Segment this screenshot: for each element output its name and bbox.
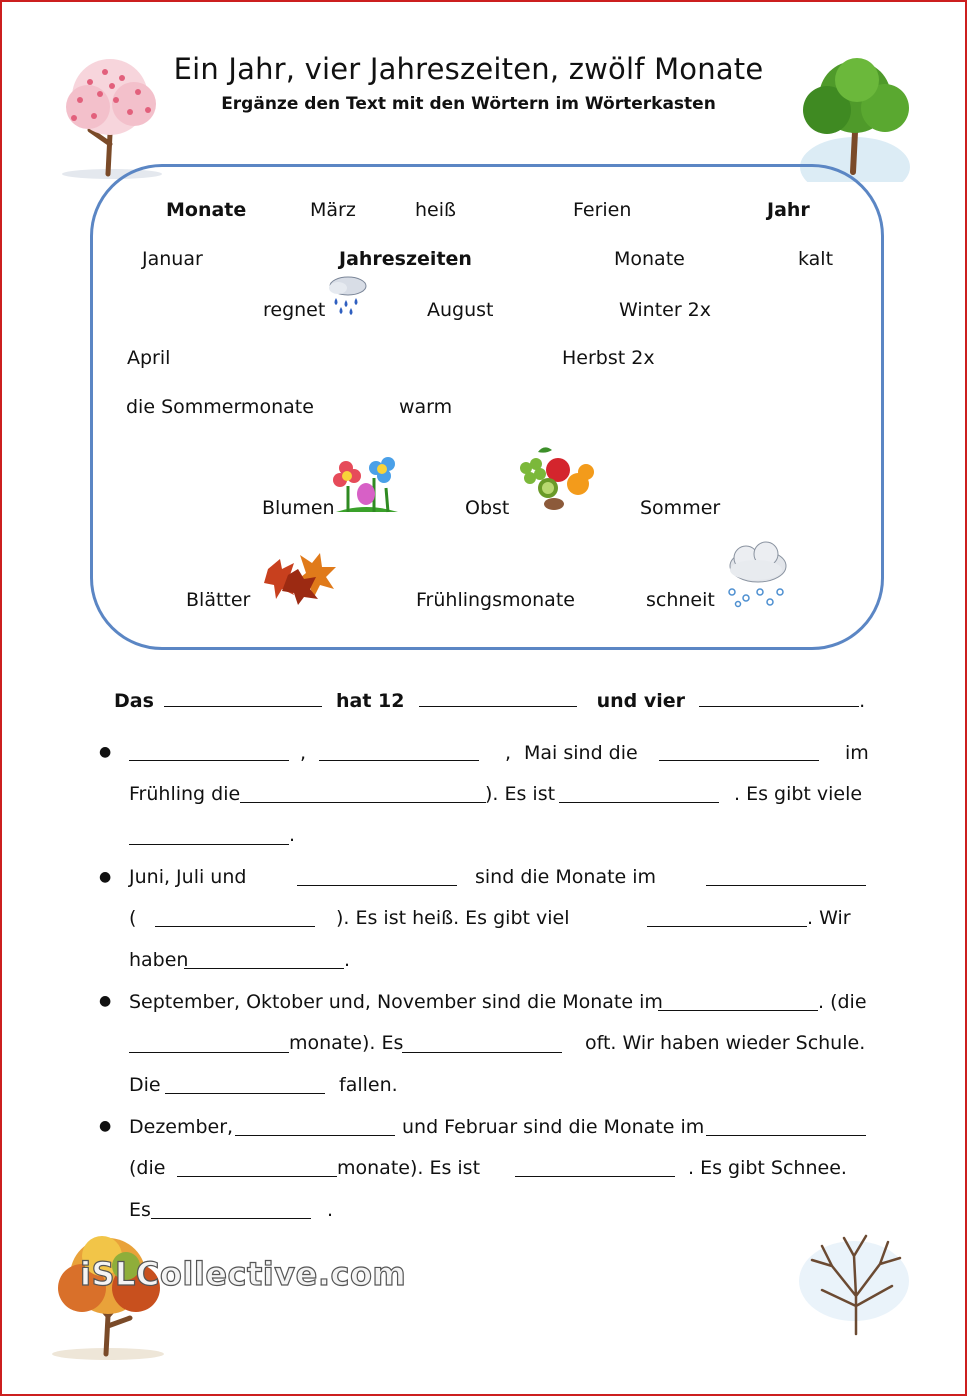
text-die: Die <box>129 1074 161 1096</box>
blank-20[interactable] <box>706 1119 866 1136</box>
worksheet-title: Ein Jahr, vier Jahreszeiten, zwölf Monate <box>173 52 764 86</box>
text-monate-es: monate). Es <box>289 1032 404 1054</box>
autumn-leaves-icon <box>260 547 342 607</box>
winter-tree-icon <box>792 1226 912 1338</box>
period-2: . <box>344 949 351 971</box>
bullet-2: ● <box>99 869 112 885</box>
word-regnet: regnet <box>263 299 326 321</box>
text-es-gibt-schnee: . Es gibt Schnee. <box>688 1157 847 1179</box>
blank-18[interactable] <box>165 1077 325 1094</box>
text-im: im <box>845 742 869 764</box>
text-und-vier: und vier <box>596 690 686 712</box>
bullet-3: ● <box>99 993 112 1009</box>
blank-22[interactable] <box>515 1160 675 1177</box>
blank-6[interactable] <box>659 744 819 761</box>
text-die-paren: . (die <box>818 991 867 1013</box>
word-ferien: Ferien <box>573 199 632 221</box>
word-fruehlingsmonate: Frühlingsmonate <box>416 589 575 611</box>
blank-9[interactable] <box>129 828 289 845</box>
blank-13[interactable] <box>647 910 807 927</box>
period-3: . <box>327 1199 334 1221</box>
text-fallen: fallen. <box>339 1074 398 1096</box>
blank-7[interactable] <box>240 786 486 803</box>
blank-1[interactable] <box>164 690 322 707</box>
text-das: Das <box>114 690 154 712</box>
blank-3[interactable] <box>699 690 859 707</box>
blank-10[interactable] <box>297 869 457 886</box>
word-monate-2: Monate <box>614 248 685 270</box>
word-obst: Obst <box>465 497 510 519</box>
text-es-ist: ). Es ist <box>485 783 556 805</box>
flowers-icon <box>326 454 404 516</box>
word-herbst: Herbst 2x <box>562 347 655 369</box>
word-blumen: Blumen <box>262 497 335 519</box>
word-sommer: Sommer <box>640 497 721 519</box>
word-jahreszeiten: Jahreszeiten <box>339 248 472 270</box>
summer-tree-icon <box>797 52 917 182</box>
blank-19[interactable] <box>235 1119 395 1136</box>
text-es-last: Es <box>129 1199 151 1221</box>
word-januar: Januar <box>142 248 203 270</box>
bullet-1: ● <box>99 744 112 760</box>
comma-2: , <box>505 742 512 764</box>
word-sommermonate: die Sommermonate <box>126 396 314 418</box>
word-blaetter: Blätter <box>186 589 251 611</box>
paren-open: ( <box>129 907 137 929</box>
blank-15[interactable] <box>658 994 818 1011</box>
blank-23[interactable] <box>151 1202 311 1219</box>
text-wir: . Wir <box>807 907 851 929</box>
word-jahr: Jahr <box>767 199 810 221</box>
blank-14[interactable] <box>184 952 344 969</box>
text-februar: und Februar sind die Monate im <box>402 1116 705 1138</box>
rain-cloud-icon <box>324 274 370 318</box>
word-monate: Monate <box>166 199 247 221</box>
text-monate-es-ist: monate). Es ist <box>337 1157 481 1179</box>
spring-tree-icon <box>50 52 170 182</box>
text-oft-schule: oft. Wir haben wieder Schule. <box>585 1032 866 1054</box>
blank-17[interactable] <box>402 1036 562 1053</box>
word-warm: warm <box>399 396 453 418</box>
text-es-gibt-viele: . Es gibt viele <box>734 783 863 805</box>
word-heiss: heiß <box>415 199 456 221</box>
blank-8[interactable] <box>559 786 719 803</box>
worksheet-subtitle: Ergänze den Text mit den Wörtern im Wörterkasten <box>221 94 716 114</box>
text-period: . <box>859 690 866 712</box>
text-haben: haben <box>129 949 189 971</box>
text-juni: Juni, Juli und <box>129 866 247 888</box>
word-kalt: kalt <box>798 248 834 270</box>
text-dezember: Dezember, <box>129 1116 234 1138</box>
word-schneit: schneit <box>646 589 715 611</box>
text-line-1 <box>114 690 865 712</box>
autumn-tree-icon <box>46 1230 176 1365</box>
text-sind-monate: sind die Monate im <box>475 866 657 888</box>
fruit-icon <box>514 442 598 516</box>
text-september: September, Oktober und, November sind die Monate im <box>129 991 663 1013</box>
blank-12[interactable] <box>155 910 315 927</box>
blank-21[interactable] <box>177 1160 337 1177</box>
blank-16[interactable] <box>129 1036 289 1053</box>
text-es-ist-heiss: ). Es ist heiß. Es gibt viel <box>336 907 570 929</box>
snow-cloud-icon <box>720 540 792 610</box>
word-maerz: März <box>310 199 356 221</box>
comma-1: , <box>300 742 307 764</box>
word-april: April <box>127 347 171 369</box>
word-winter: Winter 2x <box>619 299 712 321</box>
text-mai: Mai sind die <box>524 742 638 764</box>
blank-2[interactable] <box>419 690 577 707</box>
text-hat-12: hat 12 <box>336 690 405 712</box>
word-august: August <box>427 299 494 321</box>
text-die-2: (die <box>129 1157 166 1179</box>
blank-11[interactable] <box>706 869 866 886</box>
period-1: . <box>289 824 296 846</box>
bullet-4: ● <box>99 1118 112 1134</box>
blank-5[interactable] <box>319 744 479 761</box>
blank-4[interactable] <box>129 744 289 761</box>
watermark: iSLCollective.com <box>80 1255 407 1293</box>
text-fruehling-die: Frühling die <box>129 783 241 805</box>
